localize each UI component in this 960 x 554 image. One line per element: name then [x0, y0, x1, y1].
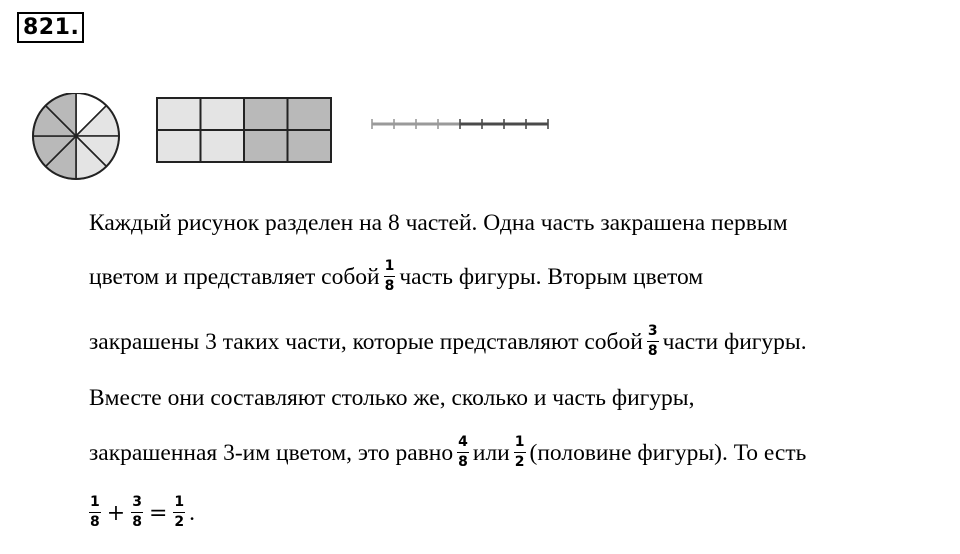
rectangle-cell [157, 130, 201, 162]
rectangle-cell [288, 98, 332, 130]
text-line-4 [89, 383, 694, 413]
fraction-denominator: 8 [384, 278, 395, 294]
problem-number [17, 12, 84, 43]
segment-figure [368, 112, 553, 136]
equation-fraction-c [173, 495, 185, 530]
text-line-3 [89, 323, 807, 361]
text-line-2 [89, 258, 704, 296]
rectangle-cell [201, 130, 245, 162]
fraction-three-eighths [647, 324, 659, 359]
fraction-numerator: 1 [89, 495, 101, 513]
fraction-numerator: 1 [173, 495, 185, 513]
fraction-four-eighths [457, 435, 469, 470]
rectangle-cell [288, 130, 332, 162]
rectangle-figure [155, 96, 333, 166]
text-line-5 [89, 434, 807, 472]
rectangle-cell [244, 130, 288, 162]
fraction-denominator: 8 [132, 514, 142, 530]
word-or: или [472, 439, 510, 466]
fraction-denominator: 8 [90, 514, 100, 530]
sentence-three-parts: закрашены 3 таких части, которые представляют собой [89, 328, 643, 355]
equation-line [85, 494, 195, 532]
problem-number-dot: . [70, 15, 80, 40]
fraction-numerator: 3 [647, 324, 659, 342]
rectangle-cell [157, 98, 201, 130]
fraction-one-half [514, 435, 526, 470]
fraction-numerator: 1 [514, 435, 526, 453]
sentence-first-color: цветом и представляет собой [89, 263, 380, 290]
sentence-second-color: часть фигуры. Вторым цветом [399, 263, 704, 290]
fraction-numerator: 4 [457, 435, 469, 453]
text-line-1 [89, 208, 788, 238]
fraction-one-eighth [384, 259, 396, 294]
fraction-denominator: 2 [174, 514, 185, 530]
circle-figure [30, 93, 125, 183]
equation-fraction-a [89, 495, 101, 530]
plus-sign: + [106, 500, 126, 526]
fraction-numerator: 1 [384, 259, 396, 277]
fraction-denominator: 8 [647, 343, 658, 359]
sentence-intro: Каждый рисунок разделен на 8 частей. Одна часть закрашена первым [89, 210, 788, 236]
equation-period: . [189, 499, 195, 526]
fraction-denominator: 2 [514, 454, 525, 470]
rectangle-cell [244, 98, 288, 130]
sentence-half-figure: (половине фигуры). То есть [529, 439, 807, 466]
problem-number-digits: 821 [23, 15, 71, 40]
fraction-numerator: 3 [131, 495, 143, 513]
sentence-together: Вместе они составляют столько же, сколько и часть фигуры, [89, 385, 695, 411]
equals-sign: = [148, 500, 168, 526]
equation-fraction-b [131, 495, 143, 530]
rectangle-cell [201, 98, 245, 130]
sentence-parts-of-figure: части фигуры. [662, 328, 807, 355]
fraction-denominator: 8 [458, 454, 468, 470]
sentence-third-color: закрашенная 3-им цветом, это равно [89, 439, 454, 466]
